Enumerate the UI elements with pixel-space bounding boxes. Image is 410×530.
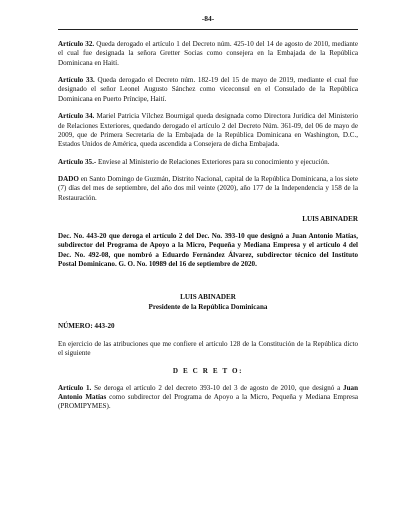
president-name: LUIS ABINADER — [180, 293, 236, 302]
article-32-text: Queda derogado el artículo 1 del Decreto núm. 425-10 del 14 de agosto de 2010, mediante el cual fue designada la señora Gretter Socias como consejera en la Embajada de la República Dominicana en Haití. — [58, 40, 358, 67]
preamble: En ejercicio de las atribuciones que me confiere el artículo 128 de la Constitución de la República dicto el siguiente — [58, 339, 358, 358]
article-33 — [58, 76, 358, 104]
page-number: -84- — [201, 14, 215, 23]
dado-paragraph — [58, 175, 358, 203]
article-1-text-b: como subdirector del Programa de Apoyo a la Micro, Pequeña y Mediana Empresa (PROMIPYMES). — [58, 392, 358, 411]
signature: LUIS ABINADER — [302, 215, 358, 224]
article-1-name: Juan Antonio Matías — [58, 383, 359, 401]
article-35-label: Artículo 35.- — [58, 157, 97, 166]
article-34-label: Artículo 34. — [58, 112, 95, 121]
president-heading — [58, 293, 358, 311]
decreto-heading: D E C R E T O: — [172, 366, 244, 375]
article-1-label: Artículo 1. — [58, 383, 92, 392]
document-page — [58, 14, 358, 420]
article-34-text: Mariel Patricia Vílchez Bournigal queda designada como Directora Jurídica del Ministerio de Relaciones Exteriores, quedando derogado el artículo 2 del Decreto Núm. 361-09, del 06 de mayo de 2009, que de Primera Secretaria de la Embajada de la República Dominicana en Washington, D.C., Estados Unidos de América, queda ascendida a Consejera de dicha Embajada. — [58, 112, 358, 149]
article-33-label: Artículo 33. — [58, 76, 95, 85]
article-35-text: Envíese al Ministerio de Relaciones Exteriores para su conocimiento y ejecución. — [96, 157, 330, 166]
article-33-text: Queda derogado el Decreto núm. 182-19 del 15 de mayo de 2019, mediante el cual fue designado el señor Leonel Augusto Sánchez como viceconsul en el Consulado de la República Dominicana en Puerto Príncipe, Haití. — [58, 76, 358, 103]
article-35 — [58, 158, 358, 167]
president-title: Presidente de la República Dominicana — [148, 302, 268, 311]
article-32-label: Artículo 32. — [58, 40, 95, 48]
decree-number: NÚMERO: 443-20 — [58, 321, 115, 330]
article-1 — [58, 384, 358, 412]
article-1-text-a: Se deroga el artículo 2 del decreto 393-10 del 3 de agosto de 2010, que designó a — [91, 383, 344, 392]
header-rule — [58, 29, 358, 30]
article-34 — [58, 112, 358, 149]
dado-label: DADO — [58, 174, 79, 183]
decree-summary: Dec. No. 443-20 que deroga el artículo 2 del Dec. No. 393-10 que designó a Juan Antonio Matías, subdirector del Programa de Apoyo a la Micro, Pequeña y Mediana Empresa y el artículo 4 del Dec. No. 492-08, que nombró a Eduardo Fernández Álvarez, subdirector técnico del Instituto Postal Dominicano. G. O. No. 10989 del 16 de septiembre de 2020. — [58, 232, 358, 269]
dado-text: en Santo Domingo de Guzmán, Distrito Nacional, capital de la República Dominicana, a los siete (7) días del mes de septiembre, del año dos mil veinte (2020), año 177 de la Independencia y 158 de la Restauración. — [58, 174, 358, 202]
article-32 — [58, 40, 358, 68]
